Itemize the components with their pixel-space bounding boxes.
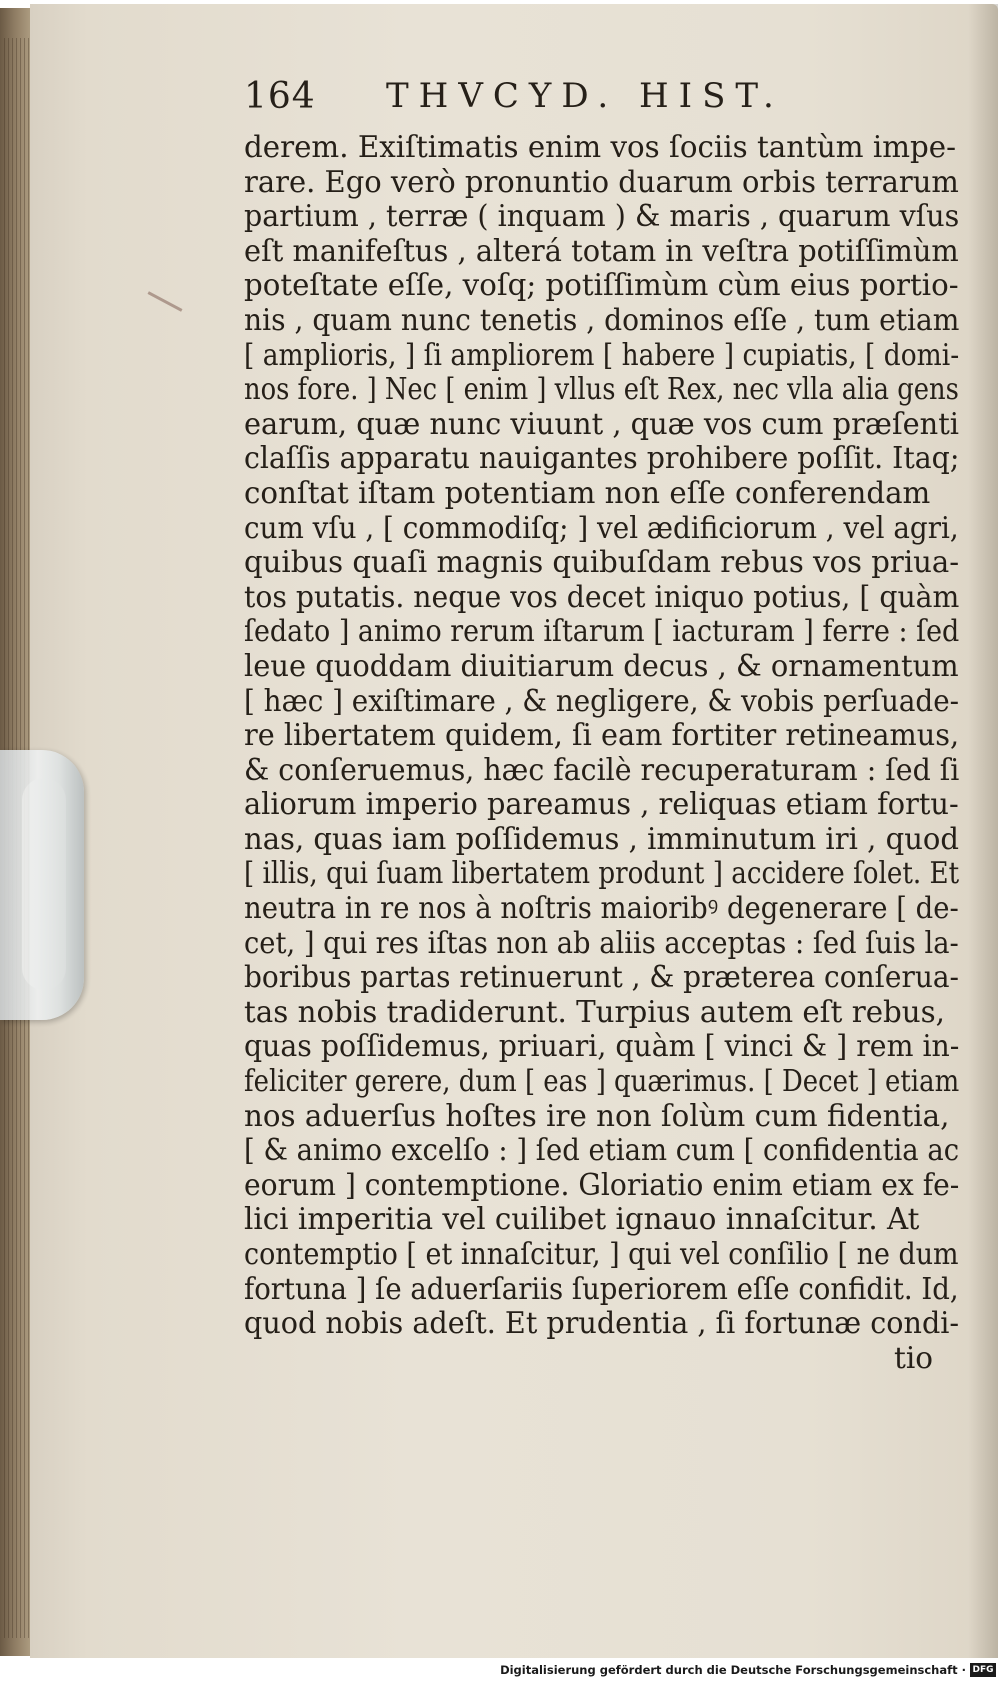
text-line: rare. Ego verò pronuntio duarum orbis terrarum [244,164,959,199]
text-line: [ illis, qui ſuam libertatem produnt ] accidere ſolet. Et [244,856,960,891]
text-line: contemptio [ et innaſcitur, ] qui vel conſilio [ ne dum [244,1237,959,1271]
text-line: [ amplioris, ] ſi ampliorem [ habere ] cupiatis, [ domi- [244,337,960,372]
text-line: derem. Exiſtimatis enim vos ſociis tantùm impe- [244,130,956,164]
text-line: quas poſſidemus, priuari, quàm [ vinci & ] rem in- [244,1029,960,1064]
text-line: tas nobis tradiderunt. Turpius autem eſt rebus, [244,994,946,1029]
text-line: [ hæc ] exiſtimare , & negligere, & vobis perſuade- [244,683,960,718]
text-line: nos fore. ] Nec [ enim ] vllus eſt Rex, nec vlla alia gens [244,372,959,407]
text-line: boribus partas retinuerunt , & præterea conſerua- [244,960,960,995]
text-line: nis , quam nunc tenetis , dominos eſſe , tum etiam [244,302,960,337]
text-line: re libertatem quidem, ſi eam fortiter retineamus, [244,718,960,753]
text-line: partium , terræ ( inquam ) & maris , quarum vſus [244,199,960,234]
text-line: quibus quaſi magnis quibuſdam rebus vos priua- [244,545,960,580]
text-line: nas, quas iam poſſidemus , imminutum iri , quod [244,821,959,856]
running-title: THVCYD. HIST. [386,76,784,116]
text-line: earum, quæ nunc viuunt , quæ vos cum præſenti [244,406,960,441]
body-text [244,130,964,1375]
text-line: feliciter gerere, dum [ eas ] quærimus. [ Decet ] etiam [244,1064,960,1099]
text-line: neutra in re nos à noſtris maioribꝰ degenerare [ de- [244,891,959,926]
text-line: claſſis apparatu nauigantes prohibere poſſit. Itaq; [244,441,960,476]
text-line: ſedato ] animo rerum iſtarum [ iacturam ] ferre : ſed [244,614,960,649]
text-line: leue quoddam diuitiarum decus , & ornamentum [244,648,959,683]
text-line: conſtat iſtam potentiam non eſſe conferendam [244,475,931,510]
text-line: & conſeruemus, hæc facilè recuperaturam : ſed ſi [244,752,960,787]
text-line: eorum ] contemptione. Gloriatio enim etiam ex fe- [244,1167,960,1202]
text-line: poteſtate eſſe, voſq; potiſſimùm cùm eius portio- [244,268,959,303]
text-line: cum vſu , [ commodiſq; ] vel ædificiorum , vel agri, [244,510,959,545]
page-gutter-shadow [968,4,998,1658]
catchword: tio [894,1340,934,1375]
page-header [244,76,844,132]
text-line: quod nobis adeſt. Et prudentia , ſi fortunæ condi- [244,1306,960,1341]
text-line: fortuna ] ſe aduerſariis ſuperiorem eſſe confidit. Id, [244,1271,959,1306]
text-line: aliorum imperio pareamus , reliquas etiam fortu- [244,787,959,822]
clip-highlight [22,778,66,990]
text-line: [ & animo excelſo : ] ſed etiam cum [ confidentia ac [244,1133,960,1168]
text-line: lici imperitia vel cuilibet ignauo innaſcitur. At [244,1202,920,1237]
text-line: cet, ] qui res iſtas non ab aliis acceptas : ſed ſuis la- [244,925,959,960]
dfg-logo: DFG [970,1663,996,1677]
page-number: 164 [244,76,316,117]
text-line: tos putatis. neque vos decet iniquo potius, [ quàm [244,579,960,614]
funding-credit: Digitalisierung gefördert durch die Deutsche Forschungsgemeinschaft · [500,1663,966,1677]
page-holder-clip [0,750,84,1020]
text-line: nos aduerſus hoſtes ire non ſolùm cum fidentia, [244,1098,950,1133]
text-line: eſt manifeſtus , alterá totam in veſtra potiſſimùm [244,233,959,268]
footer-bar [0,1660,1000,1683]
